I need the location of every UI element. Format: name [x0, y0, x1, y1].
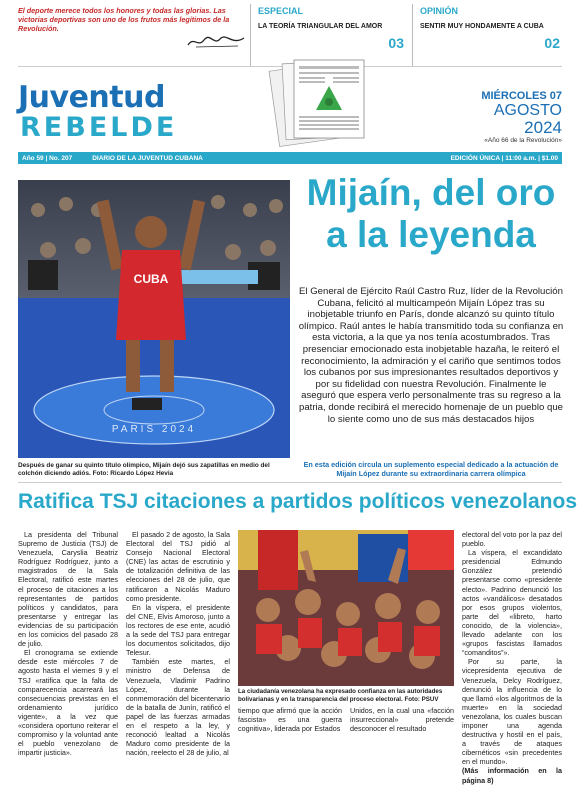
date-year: 2024: [524, 118, 562, 137]
lead-photo-caption: Después de ganar su quinto título olímpico, Mijaín dejó sus zapatillas en medio del colchón diciendo adiós. Foto: Ricardo López Hevia: [18, 462, 270, 477]
jersey-text: CUBA: [133, 272, 169, 286]
crowd-photo-caption: La ciudadanía venezolana ha expresado confianza en las autoridades bolivarianas y en la transparencia del proceso electoral. Foto: PSUV: [238, 688, 443, 703]
signature-image: [186, 34, 246, 50]
especial-page: 03: [388, 35, 404, 51]
paragraph: En la víspera, el presidente del CNE, Elvis Amoroso, junto a los rectores de ese ente, acudió a la sede del TSJ para entregar los documentos solicitados, dijo Telesur.: [126, 602, 230, 658]
lead-body: El General de Ejército Raúl Castro Ruz, líder de la Revolución Cubana, felicitó al multicampeón Mijaín López tras su inobjetable triunfo en París, donde alcanzó su quinto título olímpico. Raúl antes le había transmitido toda su confianza en esta victoria, a la que ya nos tenía acostumbrados. Tras presenciar emocionado esta inobjetable hazaña, le reiteró el reconocimiento, la admiración y el cariño que sentimos todos los cubanos por sus impresionantes resultados deportivos y por su fidelidad con nuestra Revolución. Finalmente le aseguró que espera verlo personalmente tras su regreso a la patria, donde recibirá el merecido homenaje de un pueblo que lo siente como uno de sus más destacados hijos: [298, 286, 564, 425]
article-column-4: [350, 706, 454, 733]
more-info-link[interactable]: (Más información en la página 8): [462, 766, 562, 785]
logo-juventud[interactable]: Juventud: [18, 80, 165, 115]
paragraph: Por su parte, la vicepresidenta ejecutiva de Venezuela, Delcy Rodríguez, denunció la influencia de lo que llamó «los algoritmos de la muerte» en la sociedad venezolana, los cuales buscan imponer una agenda destructiva y hostil en el país, a través de ataques cibernéticos «sin precedentes en el mundo».: [462, 657, 562, 767]
supplement-note: En esta edición circula un suplemento especial dedicado a la actuación de Mijaín López durante su extraordinaria carrera olímpica: [303, 460, 559, 478]
paragraph: La víspera, el excandidato presidencial Edmundo González pretendió presentarse como «presidente electo». Padrino denunció los actos «vandálicos» desatados por esos grupos violentos, parte del «libreto, harto conocido, de la violencia», llevado adelante con los «grupos fascistas llamados “comanditos”».: [462, 548, 562, 658]
especial-title[interactable]: LA TEORÍA TRIANGULAR DEL AMOR: [258, 23, 383, 30]
edition-info: EDICIÓN ÚNICA | 11:00 a.m. | $1.00: [450, 154, 558, 162]
masthead-bar: [18, 152, 562, 164]
newspaper-stack-image: [270, 56, 368, 146]
article-column-2: [126, 530, 230, 757]
paragraph: El pasado 2 de agosto, la Sala Electoral del TSJ pidió al Consejo Nacional Electoral (CNE) las actas de escrutinio y de totalización definitiva de las elecciones del 28 de julio, que ratificaron a Nicolás Maduro como presidente.: [126, 530, 230, 603]
masthead-quote: El deporte merece todos los honores y todas las glorias. Las victorias deportivas son uno de los frutos más legítimos de la Revolución.: [18, 6, 230, 33]
paragraph: tiempo que afirmó que la acción fascista» es una guerra cognitiva», liderada por Estados: [238, 706, 342, 734]
article-column-3: [238, 706, 342, 733]
opinion-label: OPINIÓN: [420, 6, 459, 16]
paragraph: La presidenta del Tribunal Supremo de Justicia (TSJ) de Venezuela, Caryslia Beatriz Rodríguez Rodríguez, junto a magistrados de la Sala Electoral, ratificó este martes el proceso de citaciones a los representantes de partidos políticos y candidatos, para presentarse y entregar las evidencias de su participación en los comicios del pasado 28 de julio.: [18, 530, 118, 649]
opinion-teaser[interactable]: [420, 6, 562, 51]
crowd-photo[interactable]: [238, 530, 454, 686]
especial-label: ESPECIAL: [258, 6, 304, 16]
paragraph: También este martes, el ministro de Defensa de Venezuela, Vladimir Padrino López, durante la conmemoración del bicentenario de la batalla de Junín, ratificó el papel de las fuerzas armadas en el respeto a la ley, y reconoció lealtad a Nicolás Maduro como presidente de la nación, reelecto el 28 de julio, al: [126, 657, 230, 758]
separator: [250, 4, 251, 66]
article-column-1: [18, 530, 118, 757]
opinion-page: 02: [544, 35, 560, 51]
second-headline[interactable]: Ratifica TSJ citaciones a partidos políticos venezolanos: [18, 490, 577, 513]
especial-teaser[interactable]: [258, 6, 408, 51]
paragraph: El cronograma se extiende desde este miércoles 7 de agosto hasta el viernes 9 y el TSJ «ratifica que la falta de comparecencia acarreará las consecuencias previstas en el ordenamiento jurídico vigente», a la vez que «considera oportuno reiterar el compromiso y la voluntad ante el pueblo venezolano de impartir justicia».: [18, 648, 118, 758]
opinion-title[interactable]: SENTIR MUY HONDAMENTE A CUBA: [420, 23, 544, 30]
paragraph: Unidos, en la cual una «facción insurreccional» pretende desconocer el resultado: [350, 706, 454, 734]
revolution-year: «Año 66 de la Revolución»: [484, 137, 562, 144]
divider: [18, 482, 562, 483]
lead-photo[interactable]: [18, 180, 290, 458]
paragraph: electoral del voto por la paz del pueblo.: [462, 530, 562, 549]
date-day: MIÉRCOLES 07: [481, 90, 562, 102]
article-column-5: [462, 530, 562, 785]
date-month: AGOSTO: [493, 102, 562, 119]
separator: [412, 4, 413, 66]
lead-headline[interactable]: Mijaín, del oro a la leyenda: [306, 172, 556, 255]
issue-number: Año 59 | No. 207: [22, 154, 73, 162]
tagline: DIARIO DE LA JUVENTUD CUBANA: [92, 154, 203, 162]
mat-text: PARIS 2024: [111, 424, 197, 435]
logo-rebelde[interactable]: REBELDE: [20, 112, 178, 143]
